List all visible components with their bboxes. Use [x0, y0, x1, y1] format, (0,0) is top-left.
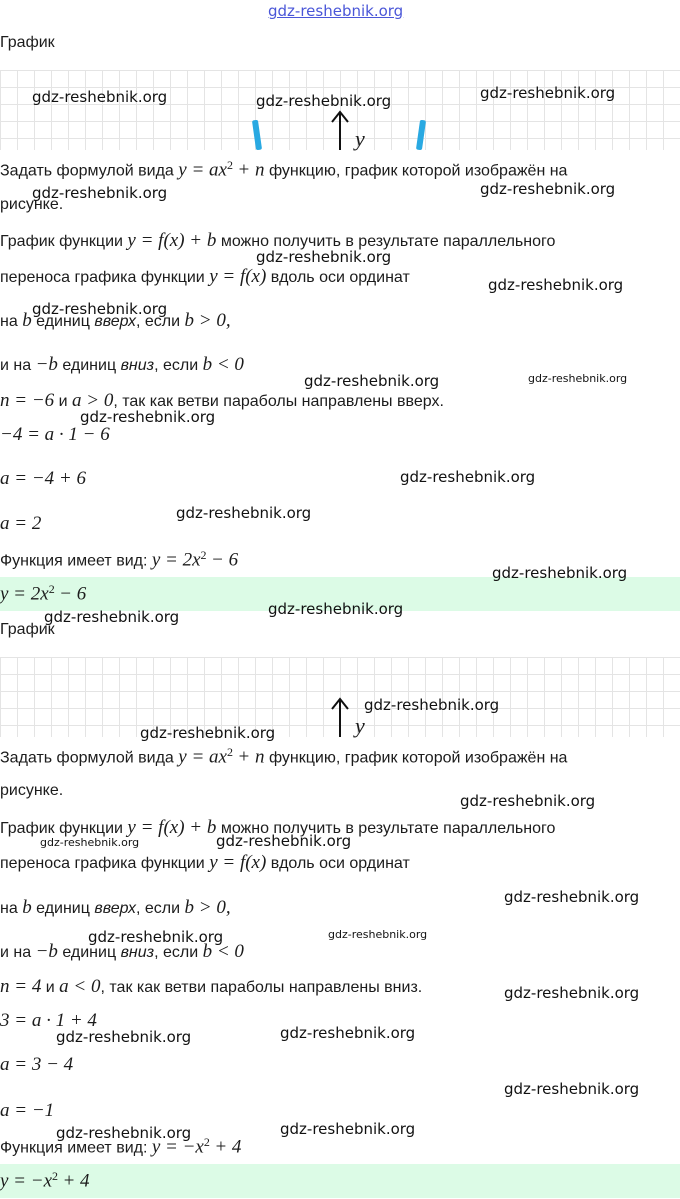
answer-highlight	[0, 1164, 680, 1198]
graph-image	[0, 657, 680, 737]
equation-2: a = −4 + 6	[0, 468, 86, 489]
watermark: gdz-reshebnik.org	[460, 792, 596, 810]
rule-line-2: переноса графика функции y = f(x) вдоль оси ординат	[0, 266, 410, 287]
watermark: gdz-reshebnik.org	[328, 928, 428, 941]
watermark: gdz-reshebnik.org	[256, 248, 392, 266]
answer-formula: $y = -x^2 + 4$	[0, 1169, 90, 1192]
watermark: gdz-reshebnik.org	[56, 1028, 192, 1046]
watermark: gdz-reshebnik.org	[280, 1120, 416, 1138]
watermark: gdz-reshebnik.org	[304, 372, 440, 390]
equation-1: 3 = a · 1 + 4	[0, 1010, 97, 1031]
rule-line-1: График функции y = f(x) + b можно получить в результате параллельного	[0, 817, 556, 838]
final-formula: Функция имеет вид: $y = -x^2 + 4$	[0, 1135, 242, 1158]
rule-line-3: на b единиц вверх, если b > 0,	[0, 897, 231, 918]
watermark: gdz-reshebnik.org	[364, 696, 500, 714]
watermark: gdz-reshebnik.org	[504, 984, 640, 1002]
watermark: gdz-reshebnik.org	[400, 468, 536, 486]
watermark: gdz-reshebnik.org	[528, 372, 628, 385]
y-axis-arrow-icon	[330, 110, 350, 150]
watermark: gdz-reshebnik.org	[268, 600, 404, 618]
graph-label: График	[0, 621, 55, 638]
graph-image	[0, 70, 680, 150]
watermark: gdz-reshebnik.org	[44, 608, 180, 626]
final-formula: Функция имеет вид: $y = 2x^2 - 6$	[0, 548, 239, 571]
condition-line: n = −6 и a > 0, так как ветви параболы направлены вверх.	[0, 390, 444, 411]
watermark: gdz-reshebnik.org	[32, 300, 168, 318]
watermark: gdz-reshebnik.org	[504, 888, 640, 906]
equation-3: a = −1	[0, 1100, 55, 1121]
rule-line-2: переноса графика функции y = f(x) вдоль оси ординат	[0, 852, 410, 873]
parabola-branch-left	[252, 120, 262, 151]
watermark: gdz-reshebnik.org	[80, 408, 216, 426]
watermark: gdz-reshebnik.org	[176, 504, 312, 522]
watermark: gdz-reshebnik.org	[56, 1124, 192, 1142]
watermark: gdz-reshebnik.org	[480, 84, 616, 102]
condition-line: n = 4 и a < 0, так как ветви параболы направлены вниз.	[0, 976, 423, 997]
watermark: gdz-reshebnik.org	[480, 180, 616, 198]
equation-3: a = 2	[0, 513, 42, 534]
rule-line-4: и на −b единиц вниз, если b < 0	[0, 941, 244, 962]
watermark: gdz-reshebnik.org	[140, 724, 276, 742]
watermark: gdz-reshebnik.org	[488, 276, 624, 294]
watermark: gdz-reshebnik.org	[504, 1080, 640, 1098]
equation-1: −4 = a · 1 − 6	[0, 424, 110, 445]
watermark-link[interactable]: gdz-reshebnik.org	[268, 2, 404, 20]
y-axis-label: y	[355, 713, 365, 738]
rule-line-3: на b единиц вверх, если b > 0,	[0, 310, 231, 331]
watermark: gdz-reshebnik.org	[32, 184, 168, 202]
watermark: gdz-reshebnik.org	[492, 564, 628, 582]
watermark: gdz-reshebnik.org	[256, 92, 392, 110]
watermark: gdz-reshebnik.org	[216, 832, 352, 850]
rule-line-4: и на −b единиц вниз, если b < 0	[0, 354, 244, 375]
task-line-2: рисунке.	[0, 196, 64, 213]
y-axis-arrow-icon	[330, 697, 350, 737]
rule-line-1: График функции y = f(x) + b можно получить в результате параллельного	[0, 230, 556, 251]
equation-2: a = 3 − 4	[0, 1054, 74, 1075]
task-line-2: рисунке.	[0, 782, 64, 799]
answer-formula: $y = 2x^2 - 6$	[0, 582, 87, 605]
watermark: gdz-reshebnik.org	[280, 1024, 416, 1042]
watermark: gdz-reshebnik.org	[40, 836, 140, 849]
watermark: gdz-reshebnik.org	[88, 928, 224, 946]
task-line-1: Задать формулой вида $y = ax^2 + n$ функцию, график которой изображён на	[0, 158, 568, 181]
graph-label: График	[0, 34, 55, 51]
task-line-1: Задать формулой вида $y = ax^2 + n$ функцию, график которой изображён на	[0, 745, 568, 768]
y-axis-label: y	[355, 126, 365, 151]
watermark: gdz-reshebnik.org	[32, 88, 168, 106]
parabola-branch-right	[416, 120, 426, 151]
